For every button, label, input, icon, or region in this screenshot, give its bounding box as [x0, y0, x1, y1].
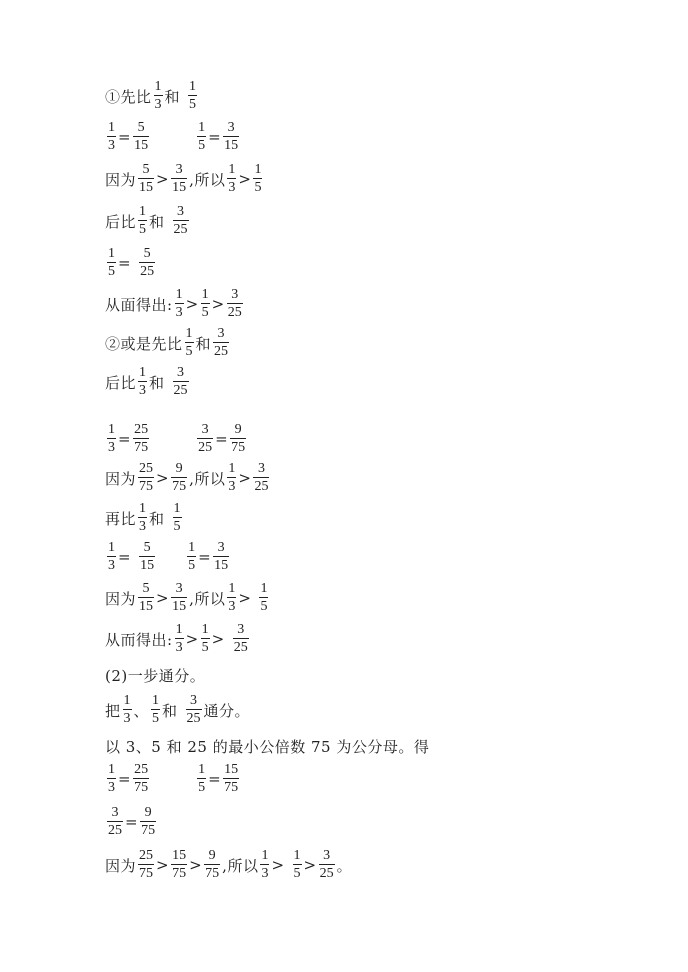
fraction [138, 366, 147, 398]
fraction [188, 80, 197, 112]
text-run: > [156, 170, 170, 188]
fraction-denominator: 25 [173, 383, 188, 398]
text-run: > [211, 630, 225, 648]
text-run: = [198, 548, 212, 566]
fraction-denominator: 5 [198, 780, 206, 795]
text-run: 因为 [105, 589, 137, 608]
fraction [175, 288, 184, 320]
fraction-numerator: 1 [293, 848, 301, 863]
fraction-denominator: 5 [152, 711, 160, 726]
fraction-denominator: 15 [214, 558, 229, 573]
fraction [201, 288, 210, 320]
fraction [293, 849, 302, 881]
fraction-denominator: 25 [233, 640, 248, 655]
fraction-numerator: 1 [198, 120, 206, 135]
text-line [105, 284, 245, 324]
fraction [259, 582, 268, 614]
fraction-numerator: 3 [231, 287, 239, 302]
fraction-denominator: 3 [261, 866, 269, 881]
fraction-denominator: 75 [172, 479, 187, 494]
text-line [105, 802, 158, 842]
fraction-denominator: 5 [260, 599, 268, 614]
fraction [107, 763, 116, 795]
fraction-numerator: 5 [142, 162, 150, 177]
fraction-denominator: 25 [319, 866, 334, 881]
fraction [138, 849, 154, 881]
fraction-numerator: 3 [175, 162, 183, 177]
fraction-numerator: 3 [217, 326, 225, 341]
fraction [260, 849, 269, 881]
fraction [201, 623, 210, 655]
text-run: ,所以 [189, 170, 226, 189]
fraction [171, 462, 187, 494]
fraction [133, 423, 149, 455]
fraction-numerator: 1 [154, 79, 162, 94]
fraction-denominator: 3 [139, 383, 147, 398]
fraction [138, 462, 154, 494]
fraction-denominator: 75 [139, 866, 154, 881]
fraction-numerator: 1 [201, 622, 209, 637]
text-run: 和 [149, 373, 165, 392]
text-line [105, 498, 184, 538]
fraction-denominator: 5 [189, 97, 197, 112]
fraction [175, 623, 184, 655]
fraction [171, 582, 187, 614]
text-run: > [156, 469, 170, 487]
text-run: = [215, 430, 229, 448]
fraction-numerator: 1 [139, 204, 147, 219]
text-run: > [238, 170, 252, 188]
fraction-denominator: 75 [205, 866, 220, 881]
fraction [139, 247, 155, 279]
fraction [253, 163, 262, 195]
text-run: 从面得出: [105, 295, 173, 314]
fraction [187, 541, 196, 573]
fraction [197, 763, 206, 795]
text-line [105, 117, 241, 157]
text-run: ②或是先比 [105, 334, 183, 353]
fraction [227, 163, 236, 195]
fraction [138, 582, 154, 614]
fraction-denominator: 25 [227, 305, 242, 320]
fraction [213, 327, 229, 359]
text-run: 因为 [105, 170, 137, 189]
fraction-numerator: 9 [144, 805, 152, 820]
fraction-numerator: 15 [172, 848, 187, 863]
fraction [140, 806, 156, 838]
fraction-denominator: 75 [224, 780, 239, 795]
fraction-numerator: 3 [323, 848, 331, 863]
text-run: 因为 [105, 856, 137, 875]
fraction [133, 121, 149, 153]
fraction-numerator: 15 [224, 762, 239, 777]
fraction [186, 694, 202, 726]
fraction [138, 163, 154, 195]
fraction-denominator: 15 [139, 599, 154, 614]
fraction-denominator: 75 [141, 823, 156, 838]
fraction [253, 462, 269, 494]
text-run: ,所以 [222, 856, 259, 875]
fraction-numerator: 3 [177, 365, 185, 380]
text-line [105, 159, 264, 199]
fraction-numerator: 25 [134, 762, 149, 777]
fraction [227, 462, 236, 494]
fraction-denominator: 3 [139, 519, 147, 534]
fraction-numerator: 3 [201, 422, 209, 437]
fraction [223, 121, 239, 153]
fraction-numerator: 25 [134, 422, 149, 437]
text-run: > [238, 469, 252, 487]
fraction-numerator: 3 [175, 581, 183, 596]
text-line [105, 419, 248, 459]
fraction-numerator: 1 [188, 540, 196, 555]
fraction-denominator: 3 [108, 138, 115, 153]
fraction-denominator: 25 [140, 264, 155, 279]
fraction-denominator: 3 [108, 558, 115, 573]
fraction-numerator: 1 [108, 762, 115, 777]
fraction-denominator: 75 [172, 866, 187, 881]
fraction-denominator: 15 [172, 180, 187, 195]
fraction-numerator: 1 [152, 693, 160, 708]
fraction-denominator: 25 [214, 344, 229, 359]
fraction [223, 763, 239, 795]
fraction-numerator: 1 [228, 162, 236, 177]
fraction [230, 423, 246, 455]
text-run: 和 [149, 509, 165, 528]
fraction [197, 121, 206, 153]
fraction [151, 694, 160, 726]
fraction-numerator: 1 [108, 422, 115, 437]
fraction-numerator: 3 [217, 540, 225, 555]
text-line [105, 759, 241, 799]
fraction-denominator: 5 [108, 264, 115, 279]
text-run: = [118, 254, 132, 272]
fraction-denominator: 5 [201, 305, 209, 320]
fraction [138, 205, 147, 237]
text-run: > [185, 630, 199, 648]
text-run: = [125, 813, 139, 831]
fraction-numerator: 9 [234, 422, 242, 437]
text-line [105, 619, 251, 659]
text-line [105, 845, 352, 885]
text-run: ,所以 [189, 589, 226, 608]
fraction-numerator: 5 [143, 246, 151, 261]
fraction-numerator: 1 [260, 581, 268, 596]
fraction-denominator: 15 [140, 558, 155, 573]
fraction-denominator: 15 [224, 138, 239, 153]
fraction-numerator: 1 [189, 79, 197, 94]
fraction-denominator: 25 [254, 479, 269, 494]
fraction-numerator: 1 [108, 246, 115, 261]
fraction-denominator: 5 [173, 519, 181, 534]
fraction [233, 623, 249, 655]
fraction-numerator: 3 [177, 204, 185, 219]
fraction-numerator: 1 [175, 622, 183, 637]
fraction-denominator: 3 [108, 440, 115, 455]
fraction [185, 327, 194, 359]
text-run: 和 [195, 334, 212, 353]
fraction-denominator: 5 [198, 138, 206, 153]
fraction-numerator: 5 [142, 581, 150, 596]
fraction-numerator: 1 [254, 162, 262, 177]
fraction-denominator: 75 [134, 780, 149, 795]
fraction [319, 849, 335, 881]
text-line [105, 201, 191, 241]
fraction [227, 288, 243, 320]
text-run: 以 3、5 和 25 的最小公倍数 75 为公分母。得 [105, 737, 430, 756]
fraction-numerator: 1 [198, 762, 206, 777]
fraction-denominator: 15 [172, 599, 187, 614]
text-run: 和 [164, 87, 181, 106]
fraction-numerator: 1 [139, 501, 147, 516]
text-line [105, 578, 270, 618]
text-run: = [118, 770, 132, 788]
fraction [139, 541, 155, 573]
text-line [105, 655, 205, 695]
fraction-numerator: 1 [139, 365, 147, 380]
text-run: > [156, 589, 170, 607]
fraction-denominator: 15 [139, 180, 154, 195]
text-run: > [211, 295, 225, 313]
fraction-denominator: 5 [188, 558, 196, 573]
text-run: = [118, 128, 132, 146]
fraction-numerator: 3 [227, 120, 235, 135]
fraction [138, 502, 147, 534]
text-run: 。 [336, 856, 353, 875]
fraction-numerator: 3 [111, 805, 119, 820]
text-run: 因为 [105, 469, 137, 488]
fraction [171, 163, 187, 195]
fraction-denominator: 75 [134, 440, 149, 455]
fraction-numerator: 1 [261, 848, 269, 863]
fraction-denominator: 3 [175, 305, 183, 320]
fraction-numerator: 25 [139, 848, 154, 863]
fraction-denominator: 5 [293, 866, 301, 881]
fraction-numerator: 1 [108, 540, 115, 555]
fraction-numerator: 1 [173, 501, 181, 516]
text-run: 把 [105, 701, 121, 720]
text-run: 从而得出: [105, 630, 173, 649]
fraction-numerator: 9 [175, 461, 183, 476]
text-run: = [208, 770, 222, 788]
text-run: ①先比 [105, 87, 152, 106]
fraction [173, 502, 182, 534]
fraction [171, 849, 187, 881]
fraction-numerator: 25 [139, 461, 154, 476]
text-run: > [189, 856, 203, 874]
text-run: 再比 [105, 509, 137, 528]
fraction-numerator: 1 [228, 461, 236, 476]
fraction-denominator: 25 [108, 823, 122, 838]
fraction-numerator: 3 [257, 461, 265, 476]
text-line [105, 458, 271, 498]
fraction [133, 763, 149, 795]
fraction-denominator: 15 [134, 138, 149, 153]
fraction [204, 849, 220, 881]
fraction-numerator: 3 [190, 693, 198, 708]
text-line [105, 362, 191, 402]
text-run: 通分。 [203, 701, 251, 720]
fraction-numerator: 3 [237, 622, 245, 637]
fraction-denominator: 25 [173, 222, 188, 237]
fraction-denominator: 75 [139, 479, 154, 494]
text-run: = [118, 430, 132, 448]
fraction-denominator: 25 [186, 711, 201, 726]
fraction-numerator: 1 [228, 581, 236, 596]
text-run: 、 [133, 701, 150, 720]
fraction-numerator: 5 [137, 120, 145, 135]
text-run: 和 [149, 212, 165, 231]
fraction [107, 806, 123, 838]
fraction [197, 423, 213, 455]
fraction [154, 80, 163, 112]
text-run: = [118, 548, 132, 566]
fraction-numerator: 9 [208, 848, 216, 863]
text-run: 后比 [105, 212, 137, 231]
fraction [227, 582, 236, 614]
text-run: 后比 [105, 373, 137, 392]
fraction [173, 366, 189, 398]
text-run: > [156, 856, 170, 874]
text-line [105, 690, 250, 730]
text-run: ,所以 [189, 469, 226, 488]
text-line [105, 537, 231, 577]
fraction-numerator: 1 [108, 120, 115, 135]
fraction-numerator: 5 [143, 540, 151, 555]
fraction [107, 247, 116, 279]
fraction-numerator: 1 [201, 287, 209, 302]
text-run: > [238, 589, 252, 607]
fraction-denominator: 3 [228, 180, 236, 195]
fraction-denominator: 5 [139, 222, 147, 237]
text-line [105, 243, 157, 283]
fraction-denominator: 5 [185, 344, 193, 359]
fraction-numerator: 1 [123, 693, 131, 708]
fraction-numerator: 1 [185, 326, 193, 341]
text-run: > [185, 295, 199, 313]
text-run: 和 [162, 701, 178, 720]
fraction-denominator: 75 [231, 440, 246, 455]
fraction-denominator: 3 [154, 97, 162, 112]
text-run: > [271, 856, 285, 874]
fraction-denominator: 3 [175, 640, 183, 655]
fraction [107, 121, 116, 153]
fraction-denominator: 5 [254, 180, 262, 195]
fraction [107, 423, 116, 455]
fraction-denominator: 3 [228, 599, 236, 614]
text-line [105, 76, 199, 116]
text-run: = [208, 128, 222, 146]
fraction-denominator: 3 [108, 780, 115, 795]
fraction [123, 694, 132, 726]
fraction-denominator: 25 [198, 440, 213, 455]
text-run: > [303, 856, 317, 874]
text-run: (2)一步通分。 [105, 666, 206, 685]
fraction-numerator: 1 [175, 287, 183, 302]
fraction-denominator: 3 [228, 479, 236, 494]
fraction [107, 541, 116, 573]
fraction-denominator: 3 [123, 711, 131, 726]
fraction [213, 541, 229, 573]
fraction-denominator: 5 [201, 640, 209, 655]
text-line [105, 323, 231, 363]
fraction [173, 205, 189, 237]
